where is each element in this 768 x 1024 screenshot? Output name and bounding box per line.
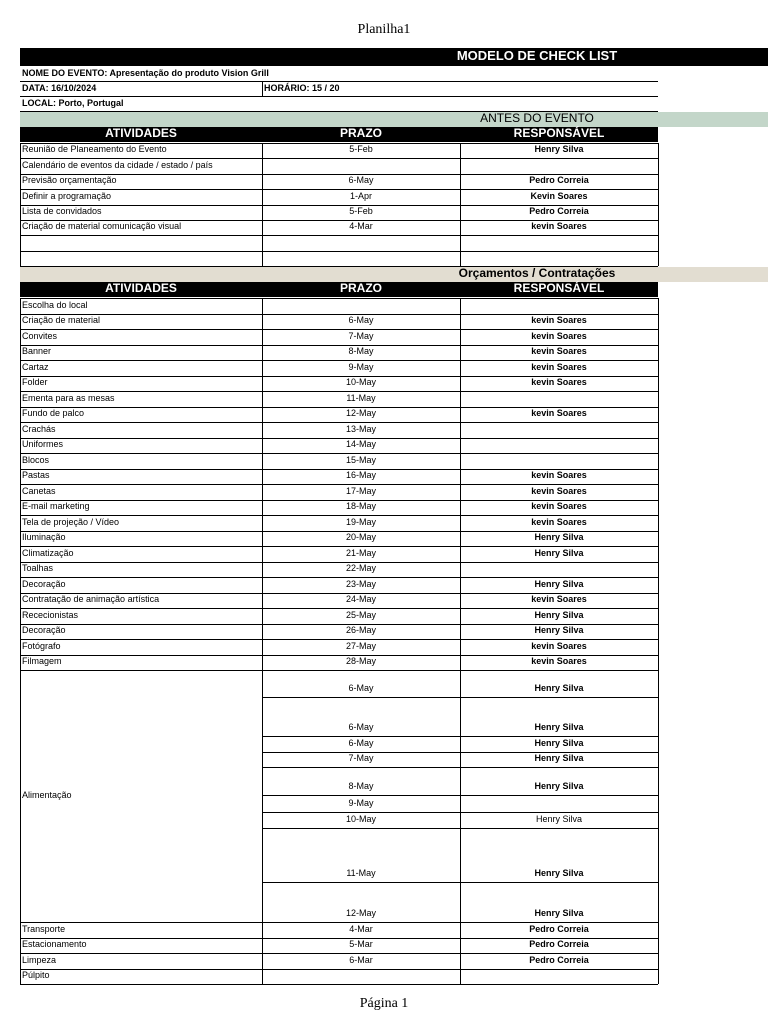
activity-cell: Limpeza	[22, 954, 57, 965]
column-border	[20, 562, 21, 578]
column-border	[20, 345, 21, 361]
deadline-cell: 10-May	[345, 377, 376, 387]
row-border	[20, 608, 658, 609]
activity-cell: Canetas	[22, 485, 56, 496]
header-activities: ATIVIDADES	[105, 281, 177, 295]
column-border	[20, 500, 21, 516]
responsible-cell: Henry Silva	[534, 625, 584, 635]
activity-cell: Fundo de palco	[22, 408, 85, 418]
activity-cell: Estacionamento	[22, 939, 87, 949]
column-border	[20, 158, 21, 173]
row-border	[20, 484, 658, 485]
responsible-cell: kevin Soares	[531, 501, 587, 511]
header-activities: ATIVIDADES	[105, 126, 177, 140]
responsible-cell: Pedro Correia	[529, 923, 589, 934]
activity-cell: Criação de material	[22, 315, 101, 325]
column-border	[460, 158, 461, 173]
deadline-cell: 19-May	[345, 516, 376, 527]
deadline-cell: 26-May	[345, 625, 376, 635]
header-responsible: RESPONSÁVEL	[513, 126, 605, 140]
row-border	[20, 298, 658, 299]
deadline-cell: 8-May	[348, 781, 374, 791]
responsible-cell: kevin Soares	[531, 656, 587, 666]
deadline-cell: 6-May	[348, 315, 374, 325]
column-border	[20, 329, 21, 345]
column-border	[20, 922, 21, 938]
deadline-cell: 25-May	[345, 609, 376, 620]
activity-cell: E-mail marketing	[22, 501, 90, 511]
column-border	[658, 158, 659, 173]
responsible-cell: Henry Silva	[534, 578, 584, 589]
sheet-title: MODELO DE CHECK LIST	[456, 48, 618, 63]
header-deadline: PRAZO	[340, 126, 382, 140]
row-border	[20, 81, 658, 82]
column-border	[20, 453, 21, 469]
responsible-cell: Henry Silva	[534, 781, 584, 791]
responsible-cell: kevin Soares	[531, 330, 587, 341]
activity-cell: Criação de material comunicação visual	[22, 221, 182, 232]
deadline-cell: 11-May	[346, 392, 376, 403]
deadline-cell: 9-May	[348, 361, 374, 372]
deadline-cell: 4-Mar	[349, 923, 373, 934]
row-border	[20, 453, 658, 454]
deadline-cell: 6-May	[348, 722, 374, 732]
deadline-cell: 16-May	[345, 470, 376, 480]
column-border	[20, 391, 21, 407]
activity-cell: Climatização	[22, 547, 74, 558]
column-border	[20, 624, 21, 640]
row-border	[20, 577, 658, 578]
responsible-cell: Pedro Correia	[529, 175, 589, 186]
responsible-cell: Pedro Correia	[529, 954, 589, 965]
row-border	[20, 562, 658, 563]
event-date: DATA: 16/10/2024	[22, 83, 97, 93]
activity-cell: Calendário de eventos da cidade / estado / país	[22, 159, 213, 170]
responsible-cell: kevin Soares	[531, 221, 587, 232]
activity-cell: Contratação de animação artística	[22, 594, 160, 604]
row-border	[20, 251, 658, 252]
column-border	[262, 298, 263, 314]
column-border	[20, 469, 21, 485]
deadline-cell: 20-May	[345, 532, 376, 542]
activity-cell: Definir a programação	[22, 190, 112, 201]
column-border	[20, 407, 21, 423]
column-border	[20, 655, 21, 671]
column-border	[20, 314, 21, 330]
responsible-cell: Pedro Correia	[529, 206, 589, 216]
activity-cell: Tela de projeção / Vídeo	[22, 516, 120, 527]
column-border	[20, 235, 21, 250]
deadline-cell: 15-May	[345, 454, 376, 465]
deadline-cell: 6-May	[348, 683, 374, 693]
deadline-cell: 7-May	[348, 753, 374, 763]
activity-cell: Rececionistas	[22, 609, 79, 620]
column-border	[20, 376, 21, 392]
deadline-cell: 11-May	[346, 868, 376, 878]
column-border	[658, 969, 659, 985]
column-border	[20, 143, 21, 158]
activity-cell-food: Alimentação	[22, 790, 72, 800]
responsible-cell: Henry Silva	[534, 609, 584, 620]
responsible-cell: Henry Silva	[534, 722, 584, 732]
responsible-cell: Henry Silva	[534, 738, 584, 748]
column-border	[20, 546, 21, 562]
responsible-cell: kevin Soares	[531, 470, 587, 480]
deadline-cell: 4-Mar	[349, 221, 373, 232]
header-responsible: RESPONSÁVEL	[513, 281, 605, 295]
column-border	[20, 251, 21, 266]
column-border	[658, 438, 659, 454]
column-border	[262, 235, 263, 250]
responsible-cell: kevin Soares	[531, 408, 587, 418]
activity-cell: Uniformes	[22, 439, 64, 449]
deadline-cell: 22-May	[345, 563, 376, 573]
column-border	[20, 670, 21, 922]
activity-cell: Transporte	[22, 923, 66, 934]
column-border	[20, 298, 21, 314]
responsible-cell: kevin Soares	[531, 485, 587, 496]
deadline-cell: 6-Mar	[349, 954, 373, 965]
column-border	[20, 220, 21, 235]
deadline-cell: 5-Mar	[349, 939, 373, 949]
column-border	[20, 608, 21, 624]
row-border	[20, 546, 658, 547]
activity-cell: Escolha do local	[22, 299, 88, 310]
responsible-cell: kevin Soares	[531, 361, 587, 372]
column-border	[20, 422, 21, 438]
header-deadline: PRAZO	[340, 281, 382, 295]
activity-cell: Banner	[22, 346, 52, 356]
responsible-cell: kevin Soares	[531, 594, 587, 604]
activity-cell: Folder	[22, 377, 48, 387]
column-border	[658, 562, 659, 578]
responsible-cell: Henry Silva	[535, 814, 582, 824]
column-border	[658, 795, 659, 812]
activity-cell: Blocos	[22, 454, 50, 465]
activity-cell: Decoração	[22, 625, 66, 635]
section-title-budgets: Orçamentos / Contratações	[458, 266, 616, 280]
deadline-cell: 9-May	[348, 798, 374, 808]
row-border	[20, 360, 658, 361]
column-border	[20, 205, 21, 220]
activity-cell: Iluminação	[22, 532, 66, 542]
column-border	[262, 158, 263, 173]
responsible-cell: Henry Silva	[534, 547, 584, 558]
column-border	[20, 189, 21, 204]
deadline-cell: 28-May	[345, 656, 376, 666]
row-border	[20, 438, 658, 439]
activity-cell: Previsão orçamentação	[22, 175, 117, 186]
column-border	[658, 251, 659, 266]
activity-cell: Lista de convidados	[22, 206, 102, 216]
activity-cell: Ementa para as mesas	[22, 392, 115, 403]
activity-cell: Decoração	[22, 578, 66, 589]
column-border	[20, 593, 21, 609]
column-border	[460, 298, 461, 314]
deadline-cell: 27-May	[345, 640, 376, 651]
column-border	[460, 235, 461, 250]
responsible-cell: kevin Soares	[531, 640, 587, 651]
column-border	[20, 360, 21, 376]
activity-cell: Filmagem	[22, 656, 62, 666]
responsible-cell: Henry Silva	[534, 908, 584, 918]
row-border	[20, 969, 658, 970]
row-border	[20, 96, 658, 97]
activity-cell: Reunião de Planeamento do Evento	[22, 144, 167, 155]
section-title-before-event: ANTES DO EVENTO	[480, 111, 594, 125]
row-border	[20, 329, 658, 330]
column-border	[262, 969, 263, 985]
deadline-cell: 8-May	[348, 346, 374, 356]
activity-cell: Crachás	[22, 423, 56, 434]
column-border	[658, 391, 659, 407]
row-border	[20, 984, 658, 985]
deadline-cell: 6-May	[348, 175, 374, 186]
deadline-cell: 5-Feb	[349, 206, 373, 216]
event-name: NOME DO EVENTO: Apresentação do produto Vision Grill	[22, 68, 269, 78]
row-border	[20, 922, 262, 923]
activity-cell: Toalhas	[22, 563, 54, 573]
deadline-cell: 14-May	[345, 439, 376, 449]
deadline-cell: 13-May	[345, 423, 376, 434]
activity-cell: Convites	[22, 330, 58, 341]
responsible-cell: kevin Soares	[531, 377, 587, 387]
column-border	[658, 235, 659, 250]
activity-cell: Cartaz	[22, 361, 49, 372]
column-border	[20, 515, 21, 531]
column-border	[460, 969, 461, 985]
deadline-cell: 1-Apr	[349, 190, 372, 201]
deadline-cell: 12-May	[345, 408, 376, 418]
deadline-cell: 6-May	[348, 738, 374, 748]
column-border	[20, 174, 21, 189]
deadline-cell: 18-May	[345, 501, 376, 511]
responsible-cell: Henry Silva	[534, 144, 584, 155]
column-border	[658, 422, 659, 438]
activity-cell: Pastas	[22, 470, 50, 480]
responsible-cell: Kevin Soares	[530, 190, 588, 201]
row-border	[20, 235, 658, 236]
column-border	[20, 969, 21, 985]
responsible-cell: Henry Silva	[534, 683, 584, 693]
event-location: LOCAL: Porto, Portugal	[22, 98, 124, 108]
deadline-cell: 23-May	[345, 578, 376, 589]
row-border	[20, 953, 658, 954]
deadline-cell: 12-May	[345, 908, 376, 918]
column-border	[20, 938, 21, 954]
responsible-cell: Henry Silva	[534, 868, 584, 878]
column-border	[20, 531, 21, 547]
row-border	[20, 670, 658, 671]
row-border	[20, 391, 658, 392]
deadline-cell: 5-Feb	[349, 144, 373, 155]
activity-cell: Fotógrafo	[22, 640, 61, 651]
deadline-cell: 21-May	[345, 547, 376, 558]
responsible-cell: kevin Soares	[531, 346, 587, 356]
column-border	[262, 81, 263, 96]
deadline-cell: 7-May	[348, 330, 374, 341]
page-footer: Página 1	[359, 996, 409, 1011]
column-border	[20, 577, 21, 593]
event-time: HORÁRIO: 15 / 20	[264, 83, 340, 93]
responsible-cell: Henry Silva	[534, 532, 584, 542]
column-border	[460, 251, 461, 266]
row-border	[20, 515, 658, 516]
page-header: Planilha1	[357, 22, 411, 37]
responsible-cell: kevin Soares	[531, 315, 587, 325]
column-border	[20, 639, 21, 655]
column-border	[658, 453, 659, 469]
column-border	[262, 251, 263, 266]
activity-cell: Púlpito	[22, 970, 50, 980]
deadline-cell: 24-May	[345, 594, 376, 604]
column-border	[20, 953, 21, 969]
column-border	[658, 298, 659, 314]
column-border	[20, 438, 21, 454]
responsible-cell: Henry Silva	[534, 753, 584, 763]
deadline-cell: 17-May	[345, 485, 376, 496]
responsible-cell: kevin Soares	[531, 516, 587, 527]
row-border	[20, 422, 658, 423]
column-border	[20, 484, 21, 500]
responsible-cell: Pedro Correia	[529, 939, 589, 949]
deadline-cell: 10-May	[345, 814, 376, 824]
row-border	[20, 639, 658, 640]
